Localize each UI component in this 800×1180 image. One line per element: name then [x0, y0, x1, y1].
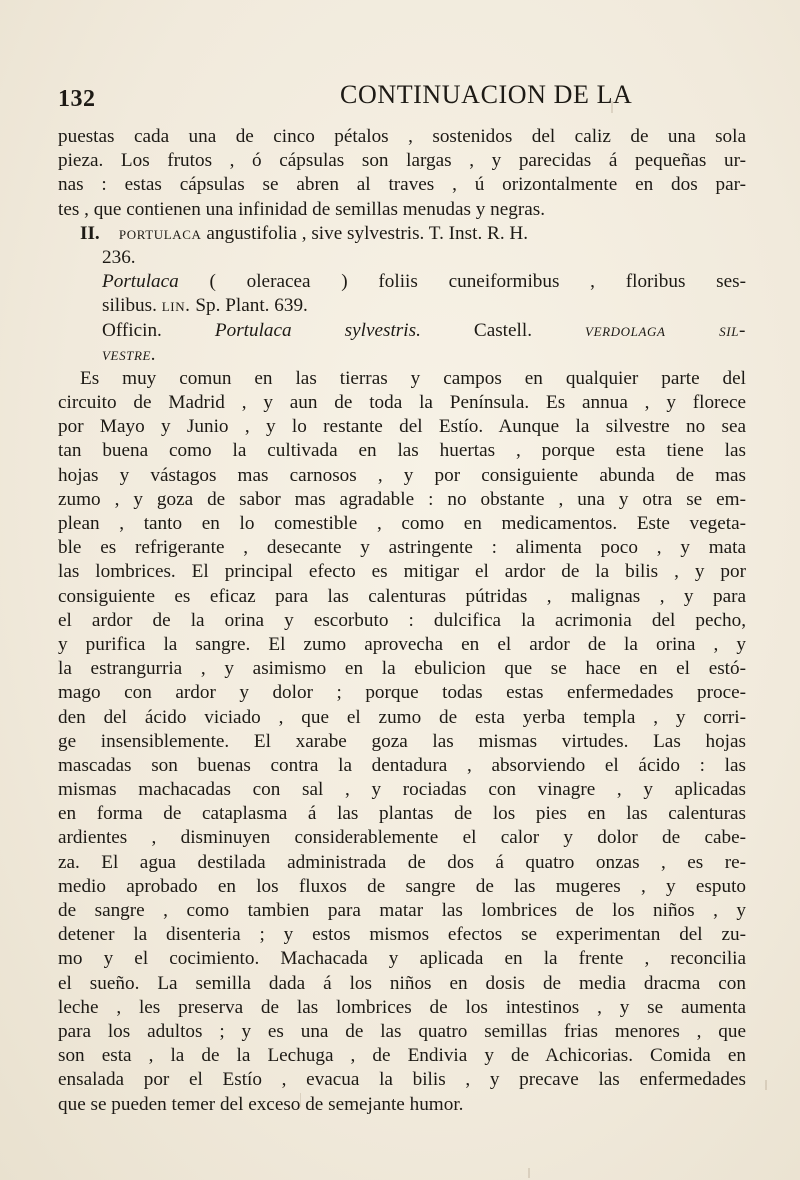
text-line: el ardor de la orina y escorbuto : dulcifica la acrimonia del pecho, [58, 609, 746, 631]
text-line: mago con ardor y dolor ; porque todas estas enfermedades proce- [58, 682, 746, 704]
paper-speck [611, 101, 613, 113]
text-line: por Mayo y Junio , y lo restante del Estío. Aunque la silvestre no sea [58, 416, 746, 438]
text-line: para los adultos ; y es una de las quatro semillas frias menores , que [58, 1020, 746, 1042]
officinal-label: Officin. [102, 319, 215, 341]
text-line: las lombrices. El principal efecto es mitigar el ardor de la bilis , y por [58, 561, 746, 583]
text-line: Es muy comun en las tierras y campos en qualquier parte del [80, 367, 746, 389]
text-line: hojas y vástagos mas carnosos , y por consiguiente abunda de mas [58, 464, 746, 486]
linnaean-reference [58, 294, 746, 318]
officinal-latin: Portulaca sylvestris. [214, 319, 421, 341]
text-line: pieza. Los frutos , ó cápsulas son largas , y parecidas á pequeñas ur- [58, 150, 746, 172]
text-line: nas : estas cápsulas se abren al traves , ú orizontalmente en dos par- [58, 174, 746, 196]
body-text [58, 125, 746, 1117]
paper-speck [765, 1080, 767, 1090]
page-number: 132 [58, 86, 96, 112]
linnaeus-abbrev: lin. [161, 295, 191, 317]
text-line: y purifica la sangre. El zumo aprovecha en el ardor de la orina , y [58, 633, 746, 655]
species-reference-number: 236. [102, 246, 136, 268]
text-line: en forma de cataplasma á las plantas de los pies en las calenturas [58, 803, 746, 825]
text-line: tes , que contienen una infinidad de semillas menudas y negras. [58, 198, 546, 220]
text-line: mismas machacadas con sal , y rociadas con vinagre , y aplicadas [58, 779, 746, 801]
castell-label: Castell. [420, 319, 586, 341]
text-line: mo y el cocimiento. Machacada y aplicada en la frente , reconcilia [58, 948, 746, 970]
text-line: detener la disenteria ; y estos mismos efectos se experimentan del zu- [58, 924, 746, 946]
text-line: la estrangurria , y asimismo en la ebulicion que se hace en el estó- [58, 658, 746, 680]
text-line: que se pueden temer del exceso de semejante humor. [58, 1093, 464, 1115]
linnaean-description: ( oleracea ) foliis cuneiformibus , floribus ses- [178, 271, 746, 293]
linnaean-text: silibus. [102, 295, 162, 317]
text-line: puestas cada una de cinco pétalos , sostenidos del caliz de una sola [58, 126, 746, 147]
running-head: CONTINUACION DE LA [340, 80, 633, 109]
species-reference: angustifolia , sive sylvestris. T. Inst. R. H. [201, 222, 529, 244]
genus-italic: Portulaca [102, 271, 179, 293]
text-line: consiguiente es eficaz para las calenturas pútridas , malignas , y para [58, 585, 746, 607]
text-line: circuito de Madrid , y aun de toda la Península. Es annua , y florece [58, 392, 746, 414]
text-line: el sueño. La semilla dada á los niños en dosis de media dracma con [58, 972, 746, 994]
linnaean-name [58, 270, 746, 294]
text-line: medio aprobado en los fluxos de sangre de las mugeres , y esputo [58, 875, 746, 897]
paper-speck [528, 1168, 530, 1178]
text-line: tan buena como la cultivada en las huertas , porque esta tiene las [58, 440, 746, 462]
text-line: ble es refrigerante , desecante y astringente : alimenta poco , y mata [58, 537, 746, 559]
genus-name: portulaca [118, 222, 202, 244]
text-line: den del ácido viciado , que el zumo de esta yerba templa , y corri- [58, 706, 746, 728]
species-heading [58, 222, 746, 246]
text-line: son esta , la de la Lechuga , de Endivia y de Achicorias. Comida en [58, 1045, 746, 1067]
text-line: leche , les preserva de las lombrices de los intestinos , y se aumenta [58, 996, 746, 1018]
text-line: plean , tanto en lo comestible , como en medicamentos. Este vegeta- [58, 513, 746, 534]
species-number: II. [80, 222, 100, 244]
vernacular-name-cont: vestre. [102, 343, 157, 365]
text-line: ge insensiblemente. El xarabe goza las mismas virtudes. Las hojas [58, 730, 746, 752]
text-line: mascadas son buenas contra la dentadura , absorviendo el ácido : las [58, 754, 746, 776]
species-plantarum-ref: Sp. Plant. 639. [190, 295, 308, 317]
paper-speck [300, 1093, 301, 1107]
vernacular-name: verdolaga sil- [585, 319, 746, 341]
text-line: ardientes , disminuyen considerablemente el calor y dolor de cabe- [58, 827, 746, 849]
page-header [58, 74, 748, 114]
text-line: za. El agua destilada administrada de dos á quatro onzas , es re- [58, 851, 746, 873]
text-line: de sangre , como tambien para matar las lombrices de los niños , y [58, 900, 746, 921]
officinal-name [58, 319, 746, 343]
text-line: zumo , y goza de sabor mas agradable : no obstante , una y otra se em- [58, 488, 746, 510]
text-line: ensalada por el Estío , evacua la bilis , y precave las enfermedades [58, 1069, 746, 1091]
